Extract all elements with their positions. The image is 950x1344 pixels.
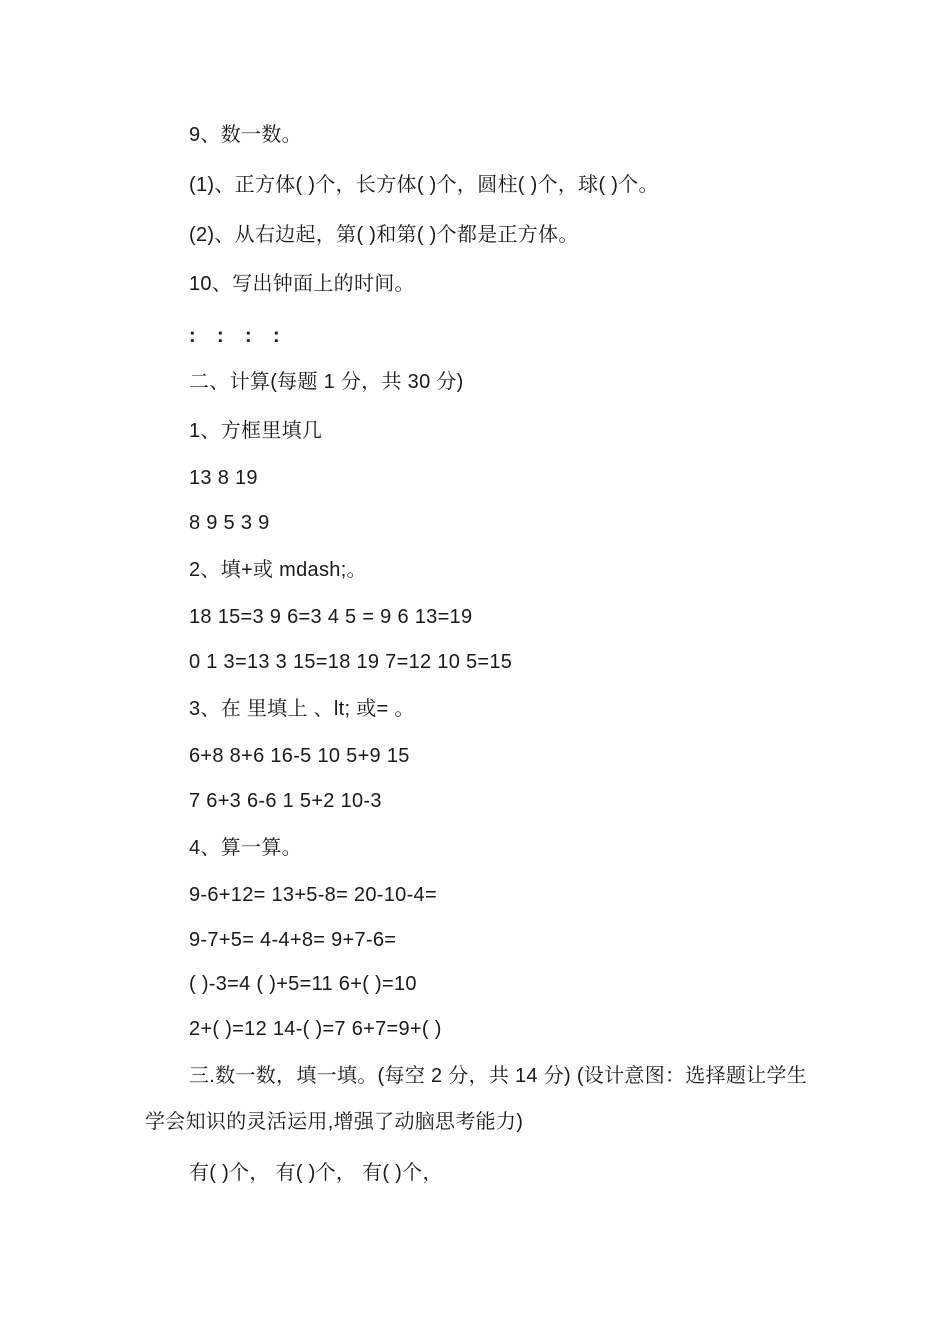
section-3-row-1: 有( )个， 有( )个， 有( )个， <box>189 1162 443 1184</box>
section-2-question-4-row-3: ( )-3=4 ( )+5=11 6+( )=10 <box>189 973 417 995</box>
question-9-heading: 9、数一数。 <box>189 124 302 146</box>
section-2-question-2-row-1: 18 15=3 9 6=3 4 5 = 9 6 13=19 <box>189 606 473 628</box>
clock-colon: : <box>217 325 224 347</box>
section-2-question-1: 1、方框里填几 <box>189 420 323 442</box>
question-10-heading: 10、写出钟面上的时间。 <box>189 273 415 295</box>
section-2-question-4-row-4: 2+( )=12 14-( )=7 6+7=9+( ) <box>189 1018 442 1040</box>
question-9-part-1: (1)、正方体( )个，长方体( )个，圆柱( )个，球( )个。 <box>189 174 659 196</box>
section-2-question-2: 2、填+或 mdash;。 <box>189 559 367 581</box>
section-2-title: 二、计算(每题 1 分，共 30 分) <box>189 371 464 393</box>
section-2-question-4: 4、算一算。 <box>189 837 302 859</box>
clock-colon: : <box>189 325 196 347</box>
section-2-question-3-row-2: 7 6+3 6-6 1 5+2 10-3 <box>189 790 382 812</box>
question-9-part-2: (2)、从右边起，第( )和第( )个都是正方体。 <box>189 224 579 246</box>
section-2-question-4-row-1: 9-6+12= 13+5-8= 20-10-4= <box>189 884 437 906</box>
clock-time-blanks <box>189 323 301 349</box>
section-2-question-1-row-1: 13 8 19 <box>189 467 258 489</box>
section-2-question-1-row-2: 8 9 5 3 9 <box>189 512 270 534</box>
section-2-question-4-row-2: 9-7+5= 4-4+8= 9+7-6= <box>189 929 397 951</box>
clock-colon: : <box>245 325 252 347</box>
section-2-question-2-row-2: 0 1 3=13 3 15=18 19 7=12 10 5=15 <box>189 651 513 673</box>
clock-colon: : <box>273 325 280 347</box>
section-3-paragraph: 三.数一数，填一填。(每空 2 分，共 14 分) (设计意图：选择题让学生学会知识的灵活运用,增强了动脑思考能力) <box>145 1065 808 1133</box>
section-2-question-3-row-1: 6+8 8+6 16-5 10 5+9 15 <box>189 745 410 767</box>
section-2-question-3: 3、在 里填上 、lt; 或= 。 <box>189 698 415 720</box>
